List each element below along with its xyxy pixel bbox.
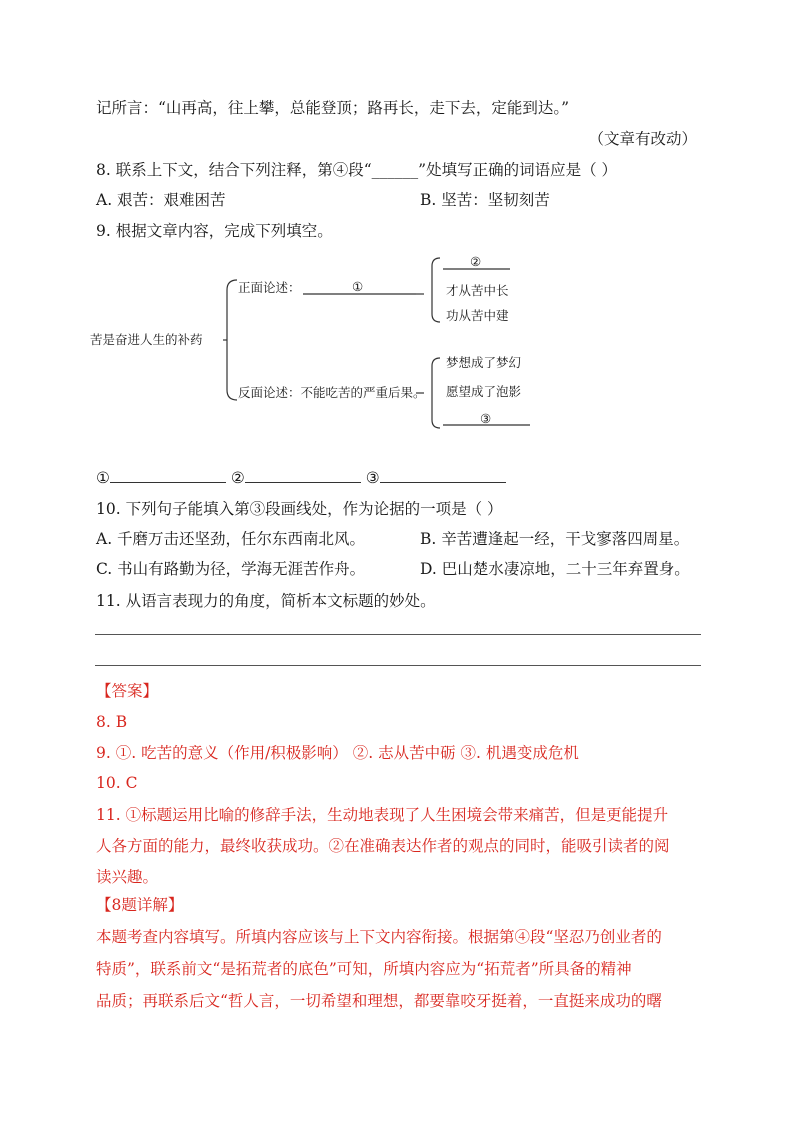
positive-item-2: 才从苦中长 — [446, 283, 509, 298]
blank-2-line[interactable] — [245, 466, 361, 483]
explain-8-line-3: 品质；再联系后文“哲人言，一切希望和理想，都要靠咬牙挺着，一直挺来成功的曙 — [96, 992, 662, 1010]
explain-8-heading: 【8题详解】 — [96, 896, 184, 914]
q11-answer-line-2[interactable] — [95, 665, 701, 666]
positive-item-1: ② — [470, 254, 482, 269]
blank-1-line[interactable] — [110, 466, 226, 483]
q9-structure-diagram — [90, 250, 550, 440]
negative-item-1: 梦想成了梦幻 — [446, 355, 522, 370]
blank-1-number: ① — [96, 469, 110, 487]
q9-answer-blanks — [96, 466, 506, 490]
source-note: （文章有改动） — [588, 130, 697, 148]
positive-blank-number: ① — [352, 279, 364, 294]
q10-stem: 10. 下列句子能填入第③段画线处，作为论据的一项是（ ） — [96, 500, 503, 518]
q10-option-b: B. 辛苦遭逢起一经，干戈寥落四周星。 — [420, 530, 690, 548]
negative-item-2: 愿望成了泡影 — [446, 384, 522, 399]
q8-option-b: B. 坚苦：坚韧刻苦 — [420, 191, 550, 209]
explain-8-line-2: 特质”，联系前文“是拓荒者的底色”可知，所填内容应为“拓荒者”所具备的精神 — [96, 960, 632, 978]
q10-option-a: A. 千磨万击还坚劲，任尔东西南北风。 — [96, 530, 366, 548]
q10-option-d: D. 巴山楚水凄凉地，二十三年弃置身。 — [420, 560, 690, 578]
negative-label: 反面论述：不能吃苦的严重后果。 — [238, 385, 426, 400]
q9-stem: 9. 根据文章内容，完成下列填空。 — [96, 222, 333, 240]
positive-item-3: 功从苦中建 — [446, 308, 509, 323]
positive-label: 正面论述： — [238, 280, 301, 295]
answer-11-line-2: 人各方面的能力，最终收获成功。②在准确表达作者的观点的同时，能吸引读者的阅 — [96, 837, 670, 855]
negative-item-3: ③ — [480, 411, 492, 426]
answer-9: 9. ①. 吃苦的意义（作用/积极影响） ②. 志从苦中砺 ③. 机遇变成危机 — [96, 744, 579, 762]
blank-3-number: ③ — [365, 469, 380, 487]
blank-2-number: ② — [230, 469, 245, 487]
diagram-root: 苦是奋进人生的补药 — [90, 332, 203, 347]
answer-11-line-1: 11. ①标题运用比喻的修辞手法，生动地表现了人生困境会带来痛苦，但是更能提升 — [96, 806, 669, 824]
passage-quote: 记所言：“山再高，往上攀，总能登顶；路再长，走下去，定能到达。” — [96, 99, 570, 117]
q10-option-c: C. 书山有路勤为径，学海无涯苦作舟。 — [96, 560, 366, 578]
answer-8: 8. B — [96, 713, 128, 731]
q11-answer-line-1[interactable] — [95, 634, 701, 635]
q8-option-a: A. 艰苦：艰难困苦 — [96, 191, 226, 209]
explain-8-line-1: 本题考查内容填写。所填内容应该与上下文内容衔接。根据第④段“坚忍乃创业者的 — [96, 928, 662, 946]
answer-10: 10. C — [96, 774, 138, 792]
q11-stem: 11. 从语言表现力的角度，简析本文标题的妙处。 — [96, 592, 436, 610]
q8-stem: 8. 联系上下文，结合下列注释，第④段“______”处填写正确的词语应是（ ） — [96, 161, 617, 179]
answer-heading: 【答案】 — [96, 682, 159, 700]
blank-3-line[interactable] — [380, 466, 506, 483]
answer-11-line-3: 读兴趣。 — [96, 868, 159, 886]
